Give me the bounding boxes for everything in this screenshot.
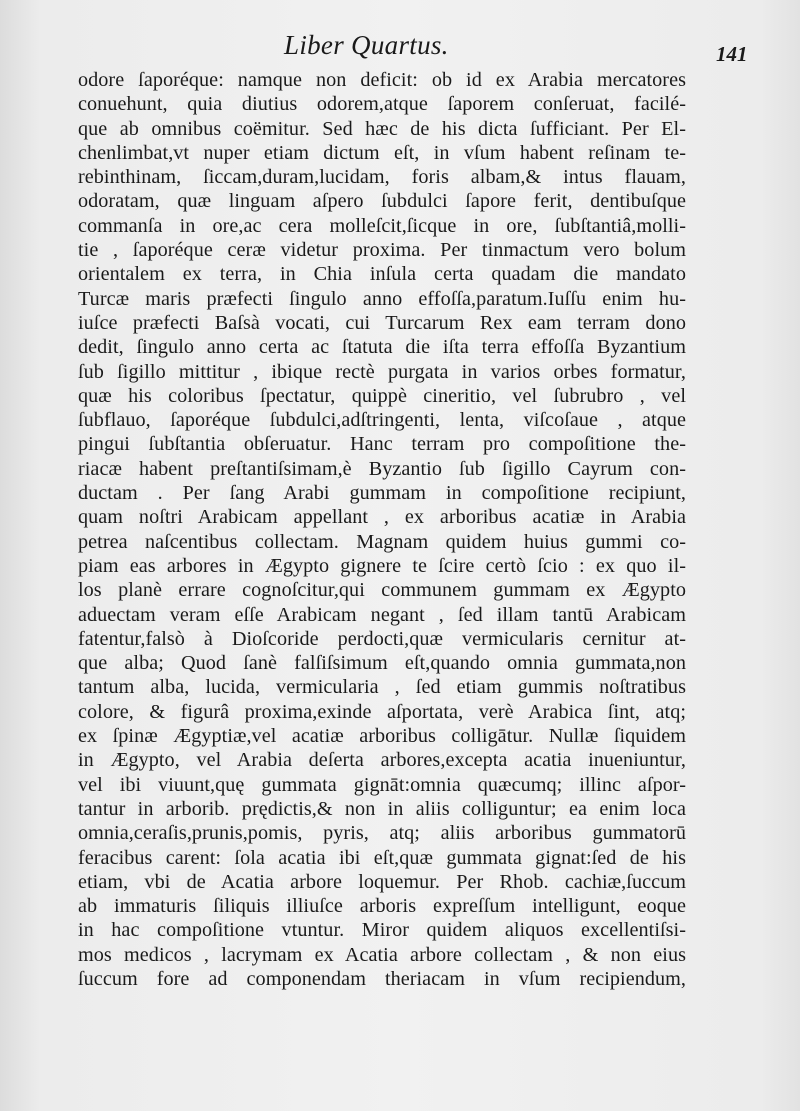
running-head xyxy=(0,28,800,68)
text-line: iuſce præfecti Baſsà vocati, cui Turcarum Rex eam terram dono xyxy=(78,311,686,334)
text-line: aduectam veram eſſe Arabicam negant , ſed illam tantū Arabicam xyxy=(78,603,686,626)
text-line: odore ſaporéque: namque non deficit: ob id ex Arabia mercatores xyxy=(78,69,686,91)
text-line: ſuccum fore ad componendam theriacam in vſum recipiendum, xyxy=(78,967,686,990)
text-line: ductam . Per ſang Arabi gummam in compoſitione recipiunt, xyxy=(78,482,686,505)
text-line: feracibus carent: ſola acatia ibi eſt,quæ gummata gignat:ſed de his xyxy=(78,846,686,869)
text-line: rebinthinam, ſiccam,duram,lucidam, foris albam,& intus flauam, xyxy=(78,166,686,189)
text-line: odoratam, quæ linguam aſpero ſubdulci ſapore ferit, dentibuſque xyxy=(78,190,686,213)
text-line: piam eas arbores in Ægypto gignere te ſcire certò ſcio : ex quo il- xyxy=(78,554,686,577)
text-line xyxy=(78,1040,686,1064)
text-line: ſub ſigillo mittitur , ibique rectè purgata in varios orbes formatur, xyxy=(78,360,686,383)
text-line: vel ibi viuunt,quę gummata gignāt:omnia quæcumq; illinc aſpor- xyxy=(78,773,686,796)
text-line: ſubflauo, ſaporéque ſubdulci,adſtringenti, lenta, viſcoſaue , atque xyxy=(78,409,686,432)
text-line: chenlimbat,vt nuper etiam dictum eſt, in vſum habent reſinam te- xyxy=(78,141,686,164)
text-line: Turcæ maris præfecti ſingulo anno effoſſa,paratum.Iuſſu enim hu- xyxy=(78,287,686,310)
text-line: fatentur,falsò à Dioſcoride perdocti,quæ vermicularis cernitur at- xyxy=(78,627,686,650)
text-line: tantum alba, lucida, vermicularia , ſed etiam gummis noſtratibus xyxy=(78,676,686,699)
body-text xyxy=(78,68,686,1064)
text-line xyxy=(78,991,686,1015)
text-line: conuehunt, quia diutius odorem,atque ſaporem conſeruat, facilé- xyxy=(78,93,686,116)
text-line: quæ his coloribus ſpectatur, quippè cineritio, vel ſubrubro , vel xyxy=(78,384,686,407)
text-line: mos medicos , lacrymam ex Acatia arbore collectam , & non eius xyxy=(78,943,686,966)
text-line: commanſa in ore,ac cera molleſcit,ſicque in ore, ſubſtantiâ,molli- xyxy=(78,214,686,237)
text-line: in hac compoſitione vtuntur. Miror quidem aliquos excellentiſsi- xyxy=(78,919,686,942)
text-line: tie , ſaporéque ceræ videtur proxima. Per tinmactum vero bolum xyxy=(78,239,686,262)
text-line: pingui ſubſtantia obſeruatur. Hanc terram pro compoſitione the- xyxy=(78,433,686,456)
text-line: petrea naſcentibus collectam. Magnam quidem huius gummi co- xyxy=(78,530,686,553)
text-line: dedit, ſingulo anno certa ac ſtatuta die iſta terra effoſſa Byzantium xyxy=(78,336,686,359)
text-line: que ab omnibus coëmitur. Sed hæc de his dicta ſufficiant. Per El- xyxy=(78,117,686,140)
text-line: colore, & figurâ proxima,exinde aſportata, verè Arabica ſint, atq; xyxy=(78,700,686,723)
page-number: 141 xyxy=(716,42,748,66)
text-line: que alba; Quod ſanè falſiſsimum eſt,quando omnia gummata,non xyxy=(78,652,686,675)
text-line: quam noſtri Arabicam appellant , ex arboribus acatiæ in Arabia xyxy=(78,506,686,529)
text-line: los planè errare cognoſcitur,qui communem gummam ex Ægypto xyxy=(78,579,686,602)
text-line: etiam, vbi de Acatia arbore loquemur. Per Rhob. cachiæ,ſuccum xyxy=(78,870,686,893)
text-line: tantur in arborib. prędictis,& non in aliis colliguntur; ea enim loca xyxy=(78,797,686,820)
text-line: ab immaturis ſiliquis illiuſce arboris expreſſum intelligunt, eoque xyxy=(78,895,686,918)
text-line: ex ſpinæ Ægyptiæ,vel acatiæ arboribus colligātur. Nullæ ſiquidem xyxy=(78,725,686,748)
text-line: orientalem ex terra, in Chia inſula certa quadam die mandato xyxy=(78,263,686,286)
text-line: in Ægypto, vel Arabia deſerta arbores,excepta acatia inueniuntur, xyxy=(78,749,686,772)
running-title: Liber Quartus. xyxy=(284,30,449,60)
text-line: riacæ habent preſtantiſsimam,è Byzantio ſub ſigillo Cayrum con- xyxy=(78,457,686,480)
text-line: omnia,ceraſis,prunis,pomis, pyris, atq; aliis arboribus gummatorū xyxy=(78,822,686,845)
text-line xyxy=(78,1016,686,1040)
